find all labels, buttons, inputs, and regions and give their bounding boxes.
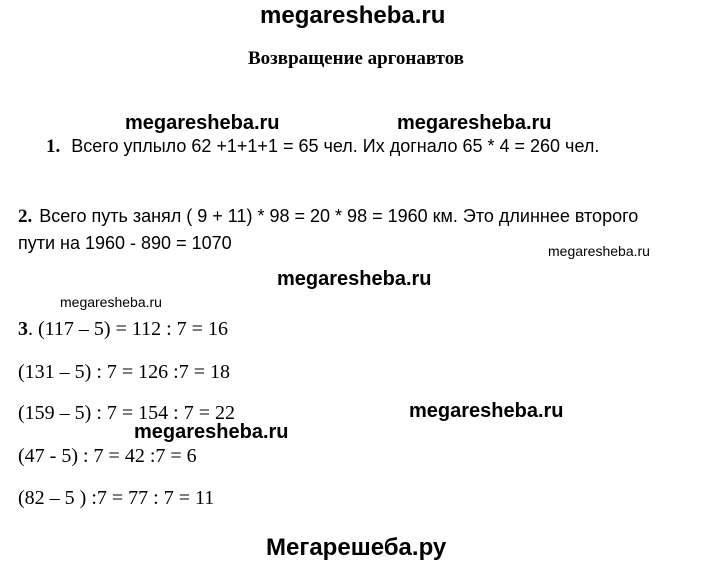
task-3-line-1 [18, 318, 228, 341]
watermark-text: megaresheba.ru [409, 400, 564, 422]
task-1 [46, 136, 599, 158]
task-3-number: 3 [18, 318, 28, 340]
watermark-text: megaresheba.ru [125, 112, 280, 134]
footer-brand: Мегарешеба.ру [266, 534, 447, 561]
watermark-text: megaresheba.ru [60, 294, 162, 310]
task-3-expression: (131 – 5) : 7 = 126 :7 = 18 [18, 361, 230, 383]
task-3-expression: . (117 – 5) = 112 : 7 = 16 [28, 318, 228, 340]
task-2-line-1 [18, 206, 638, 228]
task-3-expression: (47 - 5) : 7 = 42 :7 = 6 [18, 445, 197, 467]
watermark-text: megaresheba.ru [277, 268, 432, 290]
watermark-text: megaresheba.ru [548, 243, 650, 259]
watermark-text: megaresheba.ru [134, 421, 289, 443]
watermark-text: megaresheba.ru [397, 112, 552, 134]
task-2-text-line-2: пути на 1960 - 890 = 1070 [18, 233, 232, 253]
task-2-number: 2. [18, 206, 33, 227]
task-1-number: 1. [46, 136, 61, 157]
task-1-text: Всего уплыло 62 +1+1+1 = 65 чел. Их догнало 65 * 4 = 260 чел. [71, 136, 600, 156]
task-3-expression: (82 – 5 ) :7 = 77 : 7 = 11 [18, 487, 215, 509]
header-site-watermark: megaresheba.ru [260, 2, 446, 29]
task-3-expression: (159 – 5) : 7 = 154 : 7 = 22 [18, 402, 235, 424]
page-title: Возвращение аргонавтов [248, 48, 465, 69]
task-2-text-line-1: Всего путь занял ( 9 + 11) * 98 = 20 * 98 = 1960 км. Это длиннее второго [39, 206, 639, 226]
